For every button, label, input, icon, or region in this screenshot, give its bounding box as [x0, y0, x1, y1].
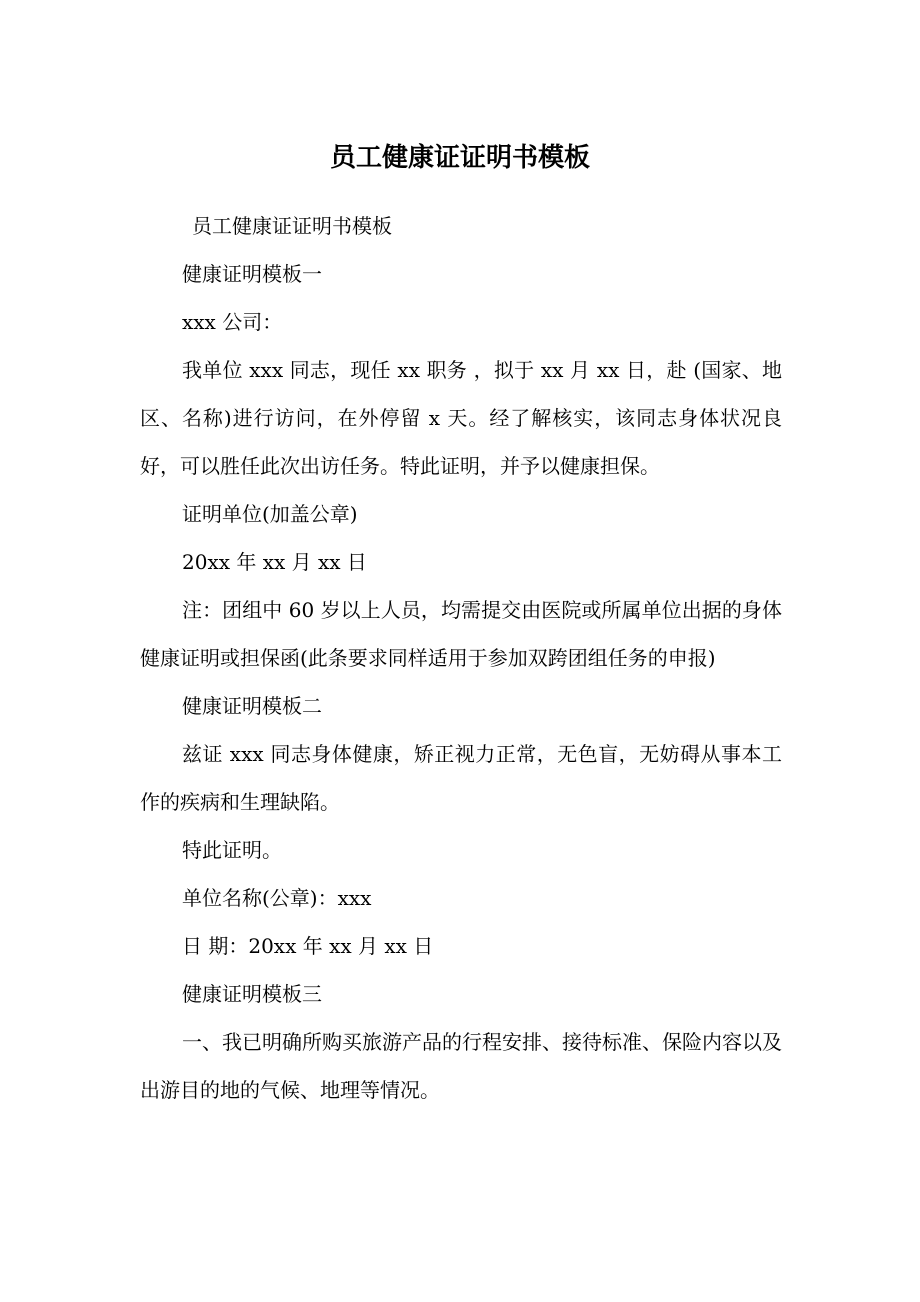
document-title: 员工健康证证明书模板	[329, 143, 590, 173]
date-line: 20xx 年 xx 月 xx 日	[182, 550, 367, 574]
note-paragraph: 注：团组中 60 岁以上人员，均需提交由医院或所属单位出据的身体健康证明或担保函(此条要求同样适用于参加双跨团组任务的申报)	[140, 598, 782, 670]
subtitle-paragraph: 员工健康证证明书模板	[192, 214, 392, 238]
unit-name-line: 单位名称(公章)：xxx	[182, 886, 372, 910]
closing-line: 特此证明。	[182, 838, 282, 862]
section-heading-template-one: 健康证明模板一	[182, 262, 322, 286]
section-heading-template-three: 健康证明模板三	[182, 982, 322, 1006]
travel-statement-paragraph: 一、我已明确所购买旅游产品的行程安排、接待标准、保险内容以及出游目的地的气候、地理等情况。	[140, 1030, 782, 1102]
section-heading-template-two: 健康证明模板二	[182, 694, 322, 718]
issuer-line: 证明单位(加盖公章)	[182, 502, 358, 526]
certification-paragraph: 兹证 xxx 同志身体健康，矫正视力正常，无色盲，无妨碍从事本工作的疾病和生理缺陷。	[140, 742, 782, 814]
document-body	[140, 202, 782, 1114]
addressee-line: xxx 公司：	[182, 310, 283, 334]
certificate-body-paragraph: 我单位 xxx 同志，现任 xx 职务 ，拟于 xx 月 xx 日，赴 (国家、地区、名称)进行访问，在外停留 x 天。经了解核实，该同志身体状况良好，可以胜任此次出访任务。特此证明，并予以健康担保。	[140, 358, 782, 478]
date-field-line: 日 期：20xx 年 xx 月 xx 日	[182, 934, 434, 958]
